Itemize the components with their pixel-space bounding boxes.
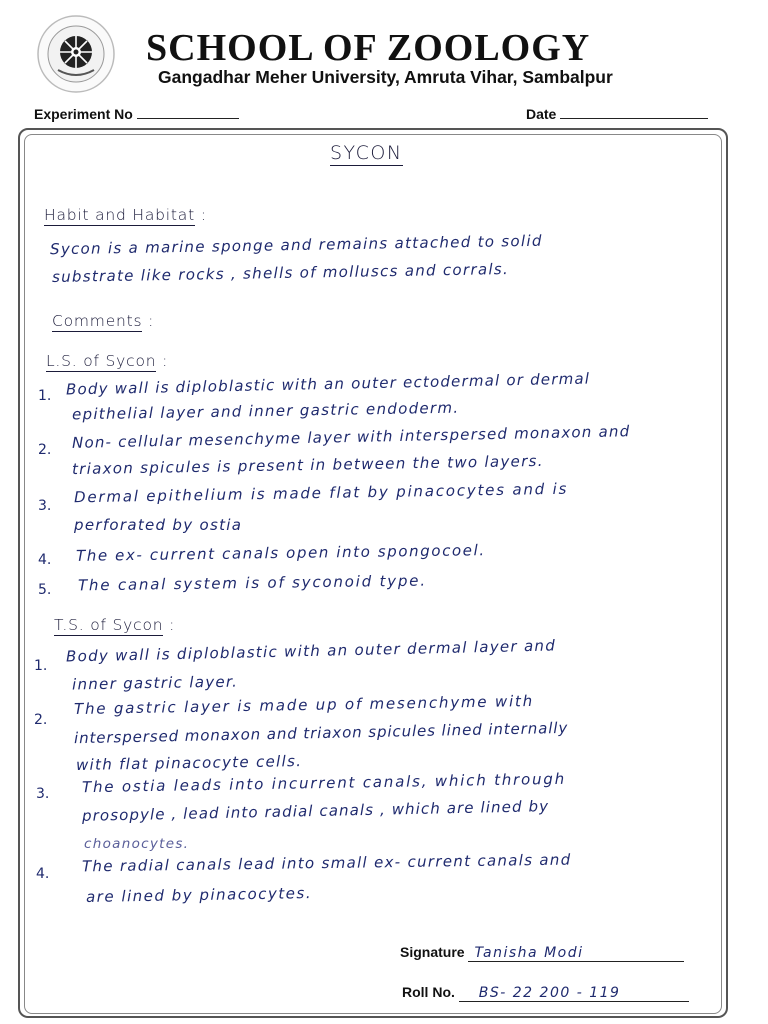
ls-item-line: Non- cellular mesenchyme layer with interspersed monaxon and: [71, 422, 631, 452]
date-label: Date: [526, 106, 557, 122]
experiment-no-field: [34, 106, 239, 122]
ls-heading: L.S. of Sycon :: [46, 352, 169, 370]
ts-item-number: 3.: [36, 786, 50, 802]
ls-item-line: perforated by ostia: [74, 516, 243, 534]
ts-item-line: interspersed monaxon and triaxon spicules lined internally: [73, 718, 569, 748]
university-seal-icon: [36, 14, 116, 94]
ls-item-line: Body wall is diploblastic with an outer ectodermal or dermal: [65, 369, 591, 399]
ls-item-number: 4.: [38, 552, 52, 568]
habit-heading: Habit and Habitat :: [44, 206, 207, 224]
page-heading: SYCON: [330, 142, 403, 164]
roll-no-label: Roll No.: [402, 984, 455, 1000]
roll-no-value: BS- 22 200 - 119: [459, 985, 689, 1002]
ts-item-line: with flat pinacocyte cells.: [75, 752, 303, 774]
ts-item-number: 2.: [34, 712, 48, 728]
ts-heading: T.S. of Sycon :: [54, 616, 176, 634]
ts-item-line: prosopyle , lead into radial canals , which are lined by: [81, 797, 550, 825]
habit-line: substrate like rocks , shells of molluscs and corrals.: [51, 260, 510, 286]
ts-item-line: choanocytes.: [84, 836, 190, 852]
date-line: [560, 106, 708, 119]
signature-value: Tanisha Modi: [468, 945, 684, 962]
ls-item-line: triaxon spicules is present in between the two layers.: [71, 451, 544, 479]
comments-heading: Comments :: [52, 312, 155, 330]
ls-item-line: The canal system is of syconoid type.: [77, 571, 427, 595]
ts-item-line: are lined by pinacocytes.: [85, 884, 313, 906]
ls-item-line: epithelial layer and inner gastric endoderm.: [71, 398, 460, 424]
ts-item-line: The radial canals lead into small ex- current canals and: [81, 850, 572, 876]
ts-item-line: inner gastric layer.: [71, 672, 239, 694]
ls-item-number: 5.: [38, 582, 52, 598]
signature-field: [400, 944, 684, 962]
habit-line: Sycon is a marine sponge and remains attached to solid: [49, 231, 543, 259]
ls-item-line: The ex- current canals open into spongocoel.: [75, 541, 486, 565]
signature-label: Signature: [400, 944, 465, 960]
ts-item-number: 1.: [34, 658, 48, 674]
roll-no-field: [402, 984, 689, 1002]
university-subtitle: Gangadhar Meher University, Amruta Vihar, Sambalpur: [158, 67, 613, 87]
ts-item-number: 4.: [36, 866, 50, 882]
ts-item-line: Body wall is diploblastic with an outer dermal layer and: [65, 636, 557, 666]
ls-item-number: 1.: [38, 388, 52, 404]
experiment-no-line: [137, 106, 239, 119]
ls-item-number: 2.: [38, 442, 52, 458]
ts-item-line: The gastric layer is made up of mesenchyme with: [73, 691, 535, 719]
school-title: SCHOOL OF ZOOLOGY: [146, 27, 591, 69]
experiment-no-label: Experiment No: [34, 106, 133, 122]
ts-item-line: The ostia leads into incurrent canals, which through: [81, 769, 567, 797]
ls-item-number: 3.: [38, 498, 52, 514]
date-field: [526, 106, 708, 122]
ls-item-line: Dermal epithelium is made flat by pinacocytes and is: [73, 479, 569, 507]
